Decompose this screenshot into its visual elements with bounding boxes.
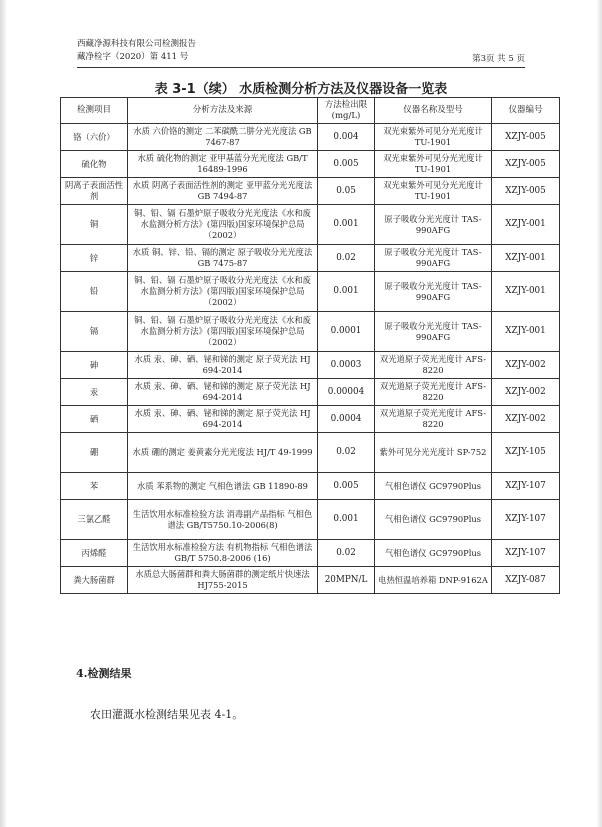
cell-limit: 0.02: [318, 433, 375, 473]
cell-code: XZJY-107: [492, 540, 560, 567]
cell-code: XZJY-107: [492, 473, 560, 500]
cell-code: XZJY-087: [492, 567, 560, 594]
table-row: [61, 272, 560, 312]
cell-method: 水质 汞、砷、硒、铋和锑的测定 原子荧光法 HJ 694-2014: [128, 379, 318, 406]
report-number: 藏净检字（2020）第 411 号: [77, 52, 189, 62]
cell-item: 铜: [61, 205, 128, 245]
cell-instrument: 紫外可见分光光度计 SP-752: [375, 433, 492, 473]
col-header-limit: 方法检出限(mg/L): [318, 98, 375, 124]
table-title: 表 3-1（续） 水质检测分析方法及仪器设备一览表: [154, 82, 448, 97]
table-row: [61, 245, 560, 272]
table-row: [61, 178, 560, 205]
cell-limit: 0.0001: [318, 312, 375, 352]
cell-code: XZJY-105: [492, 433, 560, 473]
cell-limit: 0.001: [318, 500, 375, 540]
cell-code: XZJY-005: [492, 124, 560, 151]
cell-item: 硫化物: [61, 151, 128, 178]
cell-item: 苯: [61, 473, 128, 500]
cell-item: 砷: [61, 352, 128, 379]
report-header: [77, 38, 196, 64]
cell-instrument: 气相色谱仪 GC9790Plus: [375, 473, 492, 500]
cell-instrument: 双光束紫外可见分光光度计 TU-1901: [375, 178, 492, 205]
cell-method: 水质 硼的测定 姜黄素分光光度法 HJ/T 49-1999: [128, 433, 318, 473]
cell-limit: 0.005: [318, 473, 375, 500]
cell-limit: 0.0004: [318, 406, 375, 433]
cell-item: 硒: [61, 406, 128, 433]
table-row: [61, 205, 560, 245]
cell-method: 水质总大肠菌群和粪大肠菌群的测定纸片快速法 HJ755-2015: [128, 567, 318, 594]
cell-code: XZJY-001: [492, 205, 560, 245]
cell-instrument: 双光道原子荧光光度计 AFS-8220: [375, 406, 492, 433]
cell-instrument: 双光束紫外可见分光光度计 TU-1901: [375, 151, 492, 178]
cell-instrument: 双光束紫外可见分光光度计 TU-1901: [375, 124, 492, 151]
cell-item: 汞: [61, 379, 128, 406]
cell-instrument: 双光道原子荧光光度计 AFS-8220: [375, 352, 492, 379]
cell-limit: 0.005: [318, 151, 375, 178]
cell-instrument: 原子吸收分光光度计 TAS-990AFG: [375, 205, 492, 245]
header-rule: [77, 67, 525, 68]
col-header-method: 分析方法及来源: [128, 98, 318, 124]
cell-instrument: 原子吸收分光光度计 TAS-990AFG: [375, 312, 492, 352]
cell-method: 水质 苯系物的测定 气相色谱法 GB 11890-89: [128, 473, 318, 500]
cell-code: XZJY-002: [492, 379, 560, 406]
cell-instrument: 气相色谱仪 GC9790Plus: [375, 540, 492, 567]
section-title: 4.检测结果: [76, 667, 132, 680]
cell-code: XZJY-001: [492, 272, 560, 312]
cell-instrument: 气相色谱仪 GC9790Plus: [375, 500, 492, 540]
cell-limit: 0.02: [318, 245, 375, 272]
col-header-instrument: 仪器名称及型号: [375, 98, 492, 124]
cell-code: XZJY-107: [492, 500, 560, 540]
cell-limit: 20MPN/L: [318, 567, 375, 594]
cell-limit: 0.0003: [318, 352, 375, 379]
cell-limit: 0.001: [318, 205, 375, 245]
cell-item: 丙烯醛: [61, 540, 128, 567]
table-row: [61, 352, 560, 379]
cell-method: 生活饮用水标准检验方法 消毒副产品指标 气相色谱法 GB/T5750.10-2006(8): [128, 500, 318, 540]
page-indicator: 第3页 共 5 页: [472, 54, 525, 64]
col-header-item: 检测项目: [61, 98, 128, 124]
cell-instrument: 原子吸收分光光度计 TAS-990AFG: [375, 245, 492, 272]
cell-method: 水质 汞、砷、硒、铋和锑的测定 原子荧光法 HJ 694-2014: [128, 406, 318, 433]
cell-method: 水质 铜、锌、铅、镉的测定 原子吸收分光光度法 GB 7475-87: [128, 245, 318, 272]
cell-code: XZJY-002: [492, 406, 560, 433]
cell-method: 铜、铅、镉 石墨炉原子吸收分光光度法《水和废水监测分析方法》(第四版)国家环境保护总局（2002）: [128, 205, 318, 245]
cell-code: XZJY-001: [492, 312, 560, 352]
table-row: [61, 473, 560, 500]
table-row: [61, 379, 560, 406]
cell-item: 阴离子表面活性剂: [61, 178, 128, 205]
table-row: [61, 540, 560, 567]
org-name: 西藏净源科技有限公司检测报告: [77, 39, 197, 49]
cell-instrument: 双光道原子荧光光度计 AFS-8220: [375, 379, 492, 406]
cell-limit: 0.001: [318, 272, 375, 312]
cell-limit: 0.004: [318, 124, 375, 151]
table-row: [61, 433, 560, 473]
table-row: [61, 500, 560, 540]
cell-instrument: 原子吸收分光光度计 TAS-990AFG: [375, 272, 492, 312]
table-row: [61, 567, 560, 594]
scan-right-edge: [597, 0, 602, 827]
cell-limit: 0.02: [318, 540, 375, 567]
table-row: [61, 124, 560, 151]
cell-method: 铜、铅、镉 石墨炉原子吸收分光光度法《水和废水监测分析方法》(第四版)国家环境保护总局（2002）: [128, 312, 318, 352]
cell-item: 粪大肠菌群: [61, 567, 128, 594]
table-row: [61, 151, 560, 178]
cell-item: 锌: [61, 245, 128, 272]
cell-method: 水质 硫化物的测定 亚甲基蓝分光光度法 GB/T 16489-1996: [128, 151, 318, 178]
table-row: [61, 406, 560, 433]
table-row: [61, 312, 560, 352]
cell-code: XZJY-002: [492, 352, 560, 379]
cell-method: 水质 汞、砷、硒、铋和锑的测定 原子荧光法 HJ 694-2014: [128, 352, 318, 379]
cell-item: 铅: [61, 272, 128, 312]
methods-table: [60, 97, 560, 594]
cell-item: 镉: [61, 312, 128, 352]
cell-code: XZJY-005: [492, 178, 560, 205]
cell-limit: 0.00004: [318, 379, 375, 406]
cell-instrument: 电热恒温培养箱 DNP-9162A: [375, 567, 492, 594]
cell-method: 铜、铅、镉 石墨炉原子吸收分光光度法《水和废水监测分析方法》(第四版)国家环境保护总局（2002）: [128, 272, 318, 312]
cell-method: 水质 阴离子表面活性剂的测定 亚甲蓝分光光度法 GB 7494-87: [128, 178, 318, 205]
scan-left-edge: [0, 0, 6, 827]
section-text: 农田灌溉水检测结果见表 4-1。: [90, 708, 244, 721]
cell-method: 生活饮用水标准检验方法 有机物指标 气相色谱法 GB/T 5750.8-2006 (16): [128, 540, 318, 567]
cell-item: 硼: [61, 433, 128, 473]
cell-item: 铬（六价）: [61, 124, 128, 151]
cell-method: 水质 六价铬的测定 二苯碳酰二肼分光光度法 GB 7467-87: [128, 124, 318, 151]
cell-limit: 0.05: [318, 178, 375, 205]
cell-item: 三氯乙醛: [61, 500, 128, 540]
table-header-row: [61, 98, 560, 124]
cell-code: XZJY-001: [492, 245, 560, 272]
col-header-code: 仪器编号: [492, 98, 560, 124]
cell-code: XZJY-005: [492, 151, 560, 178]
